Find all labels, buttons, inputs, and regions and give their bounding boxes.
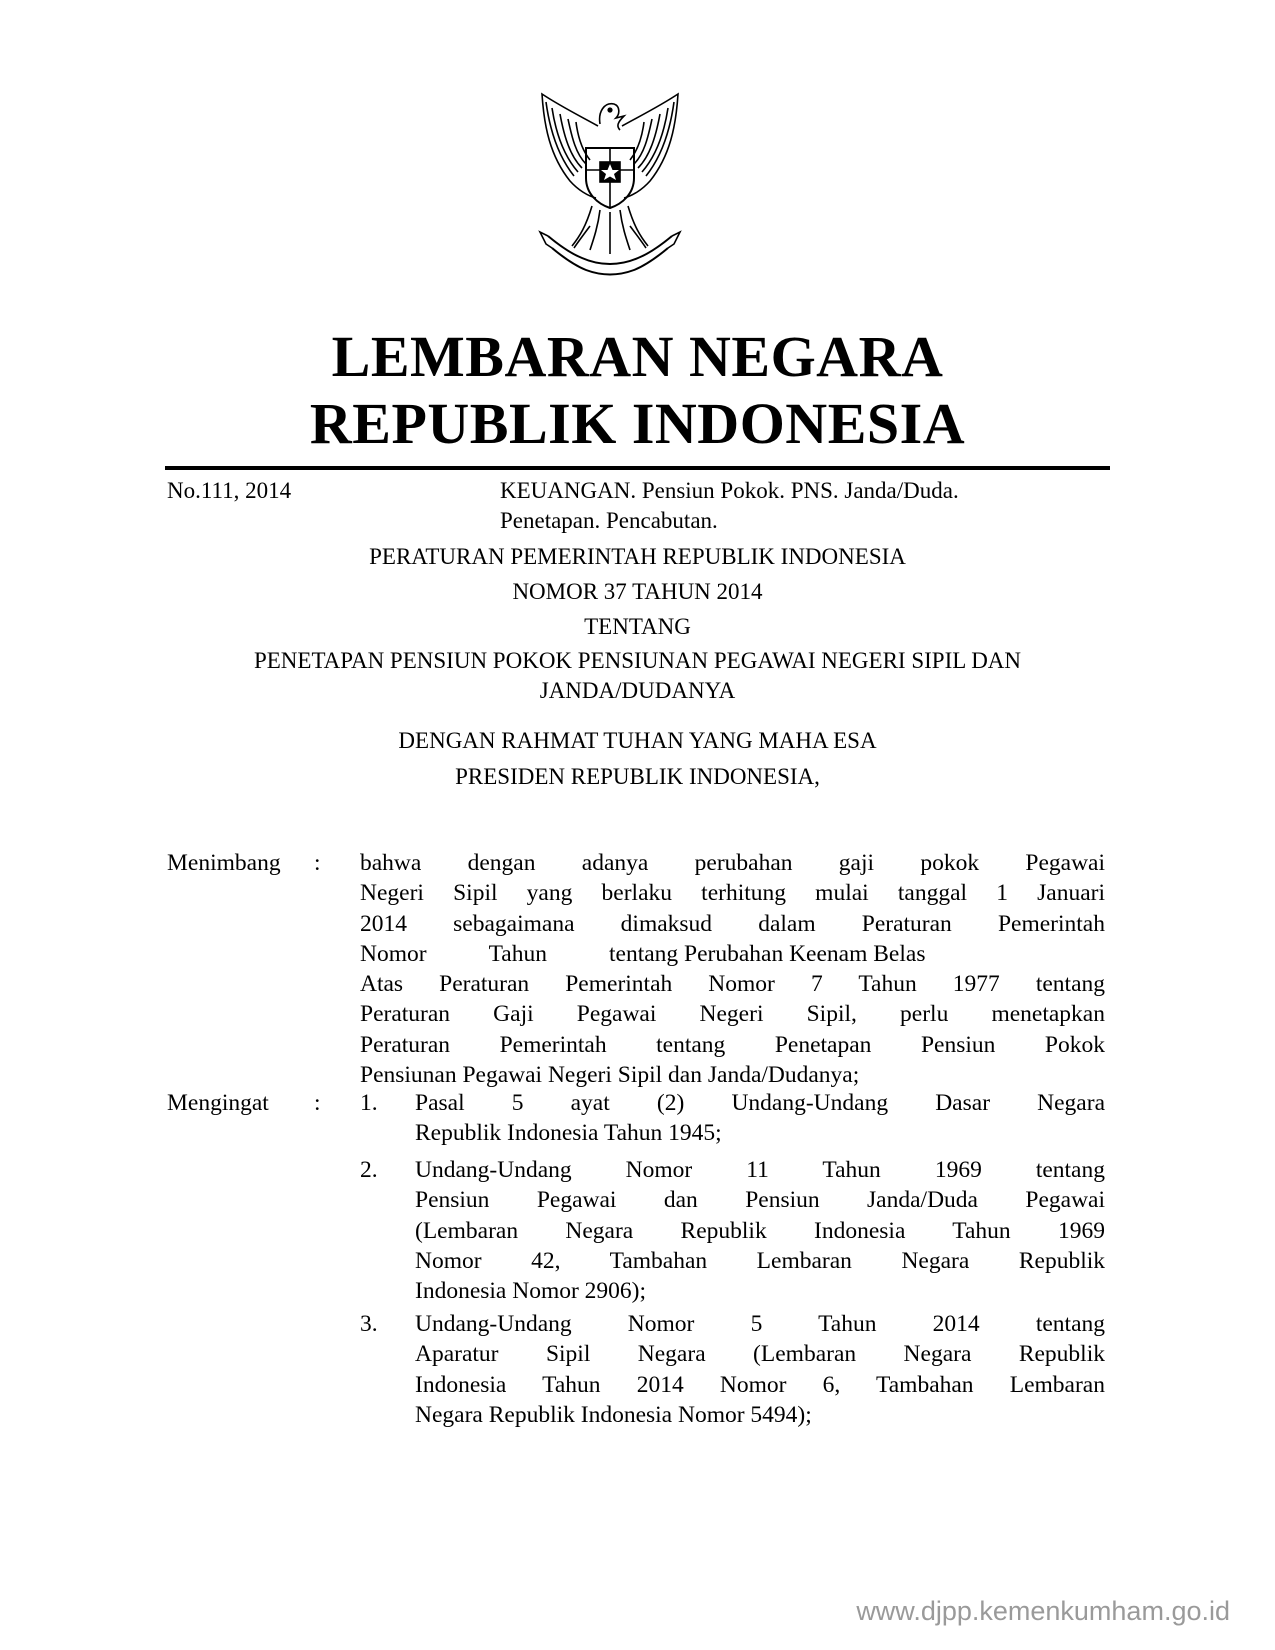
- menimbang-line: Negeri Sipil yang berlaku terhitung mulai tanggal 1 Januari: [360, 880, 1105, 907]
- mengingat-item-line: Pasal 5 ayat (2) Undang-Undang Dasar Negara: [415, 1090, 1105, 1116]
- mengingat-item-number: 3.: [360, 1311, 378, 1337]
- preamble-blessing: DENGAN RAHMAT TUHAN YANG MAHA ESA: [398, 728, 877, 753]
- mengingat-item-line: Undang-Undang Nomor 11 Tahun 1969 tentang: [415, 1157, 1105, 1183]
- menimbang-line: Peraturan Pemerintah tentang Penetapan Pensiun Pokok: [360, 1031, 1105, 1058]
- mengingat-item-line: Aparatur Sipil Negara (Lembaran Negara Republik: [415, 1341, 1105, 1368]
- menimbang-word-tahun: Tahun: [488, 940, 547, 967]
- footer-watermark-url: www.djpp.kemenkumham.go.id: [856, 1596, 1230, 1626]
- mengingat-item-line: Indonesia Tahun 2014 Nomor 6, Tambahan Lembaran: [415, 1371, 1105, 1398]
- menimbang-line-rest: tentang Perubahan Keenam Belas: [608, 940, 926, 967]
- mengingat-item-line: Nomor 42, Tambahan Lembaran Negara Republik: [415, 1247, 1105, 1274]
- mengingat-item-number: 1.: [360, 1090, 378, 1116]
- regulation-about: TENTANG: [584, 614, 691, 639]
- menimbang-line: bahwa dengan adanya perubahan gaji pokok Pegawai: [360, 850, 1105, 876]
- menimbang-paragraph: [360, 848, 1105, 1090]
- mengingat-colon: :: [314, 1090, 321, 1116]
- preamble-president: PRESIDEN REPUBLIK INDONESIA,: [455, 764, 820, 789]
- mengingat-item: [415, 1088, 1105, 1149]
- title-divider: [165, 466, 1110, 470]
- menimbang-line: Peraturan Gaji Pegawai Negeri Sipil, perlu menetapkan: [360, 1001, 1105, 1028]
- gazette-subject: [500, 476, 1100, 536]
- mengingat-item-line: (Lembaran Negara Republik Indonesia Tahun 1969: [415, 1217, 1105, 1244]
- regulation-subject-line2: JANDA/DUDANYA: [539, 678, 736, 703]
- gazette-title-line1: LEMBARAN NEGARA: [331, 324, 944, 389]
- mengingat-item-line: Republik Indonesia Tahun 1945;: [415, 1120, 722, 1147]
- regulation-title: PERATURAN PEMERINTAH REPUBLIK INDONESIA: [369, 544, 906, 569]
- menimbang-word-nomor: Nomor: [360, 940, 427, 967]
- menimbang-line: Atas Peraturan Pemerintah Nomor 7 Tahun 1977 tentang: [360, 971, 1105, 998]
- mengingat-item: [415, 1309, 1105, 1430]
- menimbang-line-with-blanks: [360, 939, 1105, 969]
- menimbang-label: Menimbang: [167, 850, 281, 876]
- mengingat-item-line: Pensiun Pegawai dan Pensiun Janda/Duda Pegawai: [415, 1187, 1105, 1214]
- menimbang-line: 2014 sebagaimana dimaksud dalam Peraturan Pemerintah: [360, 910, 1105, 937]
- regulation-number: NOMOR 37 TAHUN 2014: [512, 579, 763, 604]
- mengingat-item-line: Indonesia Nomor 2906);: [415, 1278, 647, 1305]
- mengingat-label: Mengingat: [167, 1090, 269, 1116]
- mengingat-item-line: Undang-Undang Nomor 5 Tahun 2014 tentang: [415, 1311, 1105, 1337]
- regulation-subject-line1: PENETAPAN PENSIUN POKOK PENSIUNAN PEGAWAI NEGERI SIPIL DAN: [253, 648, 1022, 673]
- gazette-subject-line1: KEUANGAN. Pensiun Pokok. PNS. Janda/Duda.: [500, 478, 959, 503]
- gazette-subject-line2: Penetapan. Pencabutan.: [500, 508, 718, 533]
- menimbang-colon: :: [314, 850, 321, 876]
- menimbang-line: Pensiunan Pegawai Negeri Sipil dan Janda/Dudanya;: [360, 1062, 860, 1089]
- gazette-title-line2: REPUBLIK INDONESIA: [309, 391, 966, 456]
- gazette-number: No.111, 2014: [167, 478, 292, 503]
- garuda-emblem-icon: [520, 86, 700, 276]
- mengingat-item-number: 2.: [360, 1157, 378, 1183]
- mengingat-item-line: Negara Republik Indonesia Nomor 5494);: [415, 1401, 812, 1428]
- mengingat-item: [415, 1155, 1105, 1306]
